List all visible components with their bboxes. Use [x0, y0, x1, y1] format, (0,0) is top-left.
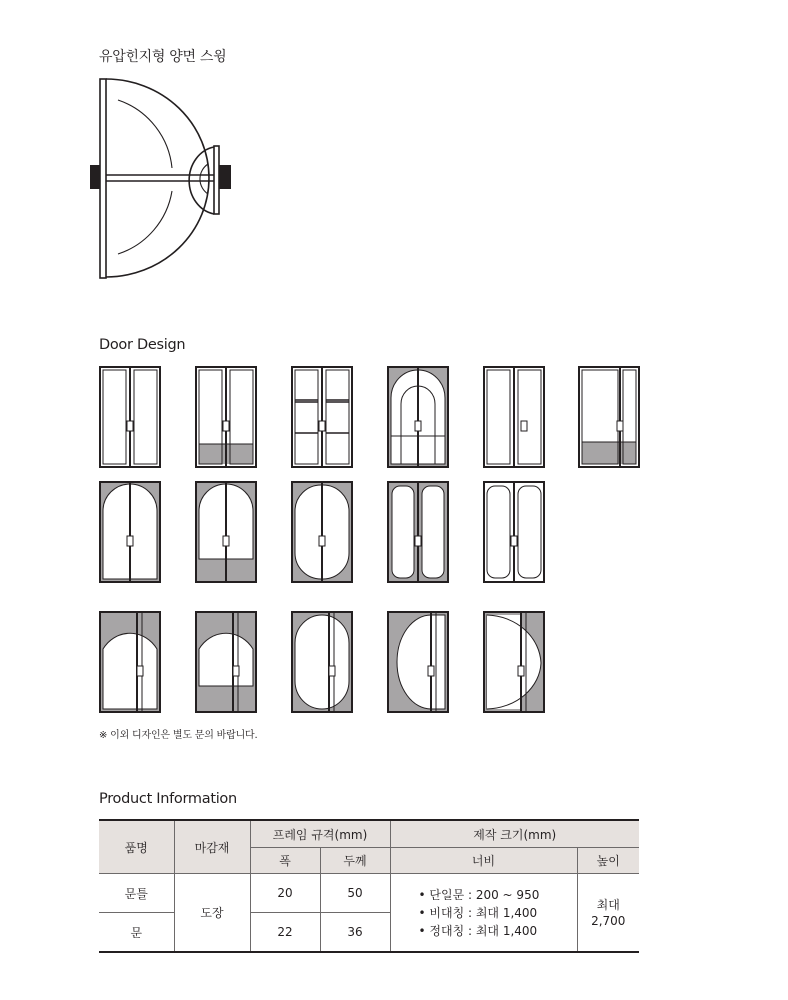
door-design-circle-left	[387, 611, 449, 713]
row-item-door: 문	[99, 913, 174, 953]
door-design-plain	[99, 366, 161, 468]
door-design-grid	[291, 366, 353, 468]
header-finish: 마감재	[174, 820, 250, 874]
door-design-circle-right	[483, 611, 545, 713]
finish-value: 도장	[174, 874, 250, 953]
header-size-width: 너비	[390, 848, 577, 874]
size-width-line-3: • 정대칭 : 최대 1,400	[418, 923, 538, 938]
product-spec-table	[99, 819, 639, 953]
size-height-line-2: 2,700	[591, 913, 626, 928]
size-width-line-1: • 단일문 : 200 ~ 950	[418, 887, 540, 902]
size-width-value	[390, 874, 577, 953]
product-info-title: Product Information	[99, 791, 237, 807]
header-item: 품명	[99, 820, 174, 874]
door-design-half-arch	[99, 611, 161, 713]
door-design-half-arch-bottom	[195, 611, 257, 713]
header-frame-thickness: 두께	[320, 848, 390, 874]
door-design-bottom-panel	[195, 366, 257, 468]
door-design-plain-narrow	[483, 366, 545, 468]
door-design-arch-bottom-panel	[195, 481, 257, 583]
door-design-rounded-rect-light	[483, 481, 545, 583]
door-design-arch-grid	[387, 366, 449, 468]
design-note: ※ 이외 디자인은 별도 문의 바랍니다.	[99, 730, 258, 741]
frame-thickness-value-door: 36	[320, 913, 390, 953]
door-design-oval	[291, 481, 353, 583]
swing-section-title: 유압힌지형 양면 스윙	[99, 49, 227, 65]
door-design-arch	[99, 481, 161, 583]
frame-width-value-door: 22	[250, 913, 320, 953]
swing-plan-diagram	[86, 76, 246, 282]
size-height-value	[577, 874, 639, 953]
door-design-rounded-rect	[387, 481, 449, 583]
header-frame-spec: 프레임 규격(mm)	[250, 820, 390, 848]
row-item-frame: 문틀	[99, 874, 174, 913]
header-size-height: 높이	[577, 848, 639, 874]
frame-width-value-frame: 20	[250, 874, 320, 913]
header-frame-width: 폭	[250, 848, 320, 874]
frame-thickness-value-frame: 50	[320, 874, 390, 913]
door-design-title: Door Design	[99, 337, 186, 353]
door-design-half-oval	[291, 611, 353, 713]
size-height-line-1: 최대	[596, 897, 620, 912]
size-width-line-2: • 비대칭 : 최대 1,400	[418, 905, 538, 920]
door-design-asym-bottom-panel	[578, 366, 640, 468]
header-size: 제작 크기(mm)	[390, 820, 639, 848]
